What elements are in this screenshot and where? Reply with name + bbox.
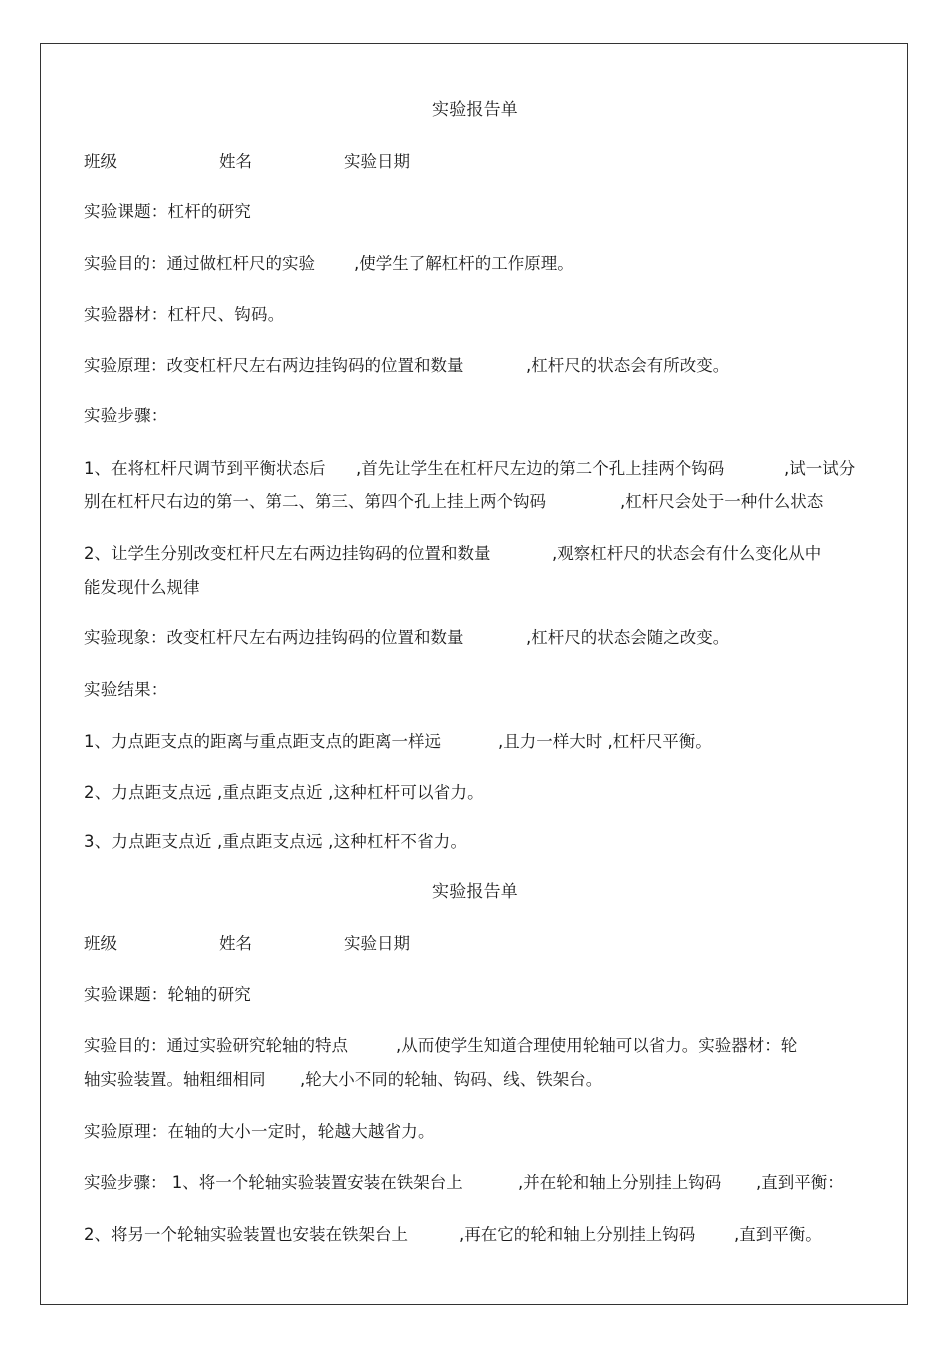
purpose-2-c: 轴实验装置。轴粗细相同 — [84, 1070, 266, 1089]
step1-1-b: ,首先让学生在杠杆尺左边的第二个孔上挂两个钩码 — [356, 459, 725, 478]
step2-2-c: ,直到平衡。 — [734, 1225, 822, 1244]
principle-2: 实验原理：在轴的大小一定时，轮越大越省力。 — [84, 1122, 435, 1141]
topic-1: 实验课题：杠杆的研究 — [84, 202, 251, 221]
purpose-1-a: 实验目的：通过做杠杆尺的实验 — [84, 254, 315, 273]
date-label-1: 实验日期 — [344, 152, 410, 171]
step1-1-a: 1、在将杠杆尺调节到平衡状态后 — [84, 459, 326, 478]
phenomenon-1-a: 实验现象：改变杠杆尺左右两边挂钩码的位置和数量 — [84, 628, 464, 647]
purpose-2-b: ,从而使学生知道合理使用轮轴可以省力。实验器材：轮 — [396, 1036, 798, 1055]
step2-2-a: 2、将另一个轮轴实验装置也安装在铁架台上 — [84, 1225, 408, 1244]
purpose-1-b: ,使学生了解杠杆的工作原理。 — [354, 254, 574, 273]
result2-1: 2、力点距支点远 ,重点距支点近 ,这种杠杆可以省力。 — [84, 783, 484, 802]
results-label-1: 实验结果： — [84, 680, 168, 699]
purpose-2-a: 实验目的：通过实验研究轮轴的特点 — [84, 1036, 348, 1055]
purpose-2-d: ,轮大小不同的轮轴、钩码、线、铁架台。 — [300, 1070, 603, 1089]
result3-1: 3、力点距支点近 ,重点距支点远 ,这种杠杆不省力。 — [84, 832, 468, 851]
step2-1-b: ,观察杠杆尺的状态会有什么变化从中 — [552, 544, 822, 563]
date-label-2: 实验日期 — [344, 934, 410, 953]
report-title-1: 实验报告单 — [432, 100, 518, 120]
steps-2-b: ,并在轮和轴上分别挂上钩码 — [518, 1173, 722, 1192]
step1-1-e: ,杠杆尺会处于一种什么状态 — [620, 492, 824, 511]
class-label-2: 班级 — [84, 934, 117, 953]
step1-1-d: 别在杠杆尺右边的第一、第二、第三、第四个孔上挂上两个钩码 — [84, 492, 546, 511]
name-label-2: 姓名 — [219, 934, 252, 953]
step1-1-c: ,试一试分 — [784, 459, 856, 478]
step2-1-a: 2、让学生分别改变杠杆尺左右两边挂钩码的位置和数量 — [84, 544, 491, 563]
equipment-1: 实验器材：杠杆尺、钩码。 — [84, 305, 285, 324]
steps-label-1: 实验步骤： — [84, 406, 168, 425]
page-border — [40, 43, 908, 1305]
step2-2-b: ,再在它的轮和轴上分别挂上钩码 — [459, 1225, 696, 1244]
result1-1-a: 1、力点距支点的距离与重点距支点的距离一样远 — [84, 732, 441, 751]
result1-1-b: ,且力一样大时 ,杠杆尺平衡。 — [498, 732, 712, 751]
steps-2-c: ,直到平衡： — [756, 1173, 844, 1192]
name-label-1: 姓名 — [219, 152, 252, 171]
steps-2-a: 实验步骤： 1、将一个轮轴实验装置安装在铁架台上 — [84, 1173, 463, 1192]
principle-1-a: 实验原理：改变杠杆尺左右两边挂钩码的位置和数量 — [84, 356, 464, 375]
principle-1-b: ,杠杆尺的状态会有所改变。 — [526, 356, 730, 375]
report-title-2: 实验报告单 — [432, 882, 518, 902]
step2-1-c: 能发现什么规律 — [84, 578, 200, 597]
class-label-1: 班级 — [84, 152, 117, 171]
phenomenon-1-b: ,杠杆尺的状态会随之改变。 — [526, 628, 730, 647]
topic-2: 实验课题：轮轴的研究 — [84, 985, 251, 1004]
